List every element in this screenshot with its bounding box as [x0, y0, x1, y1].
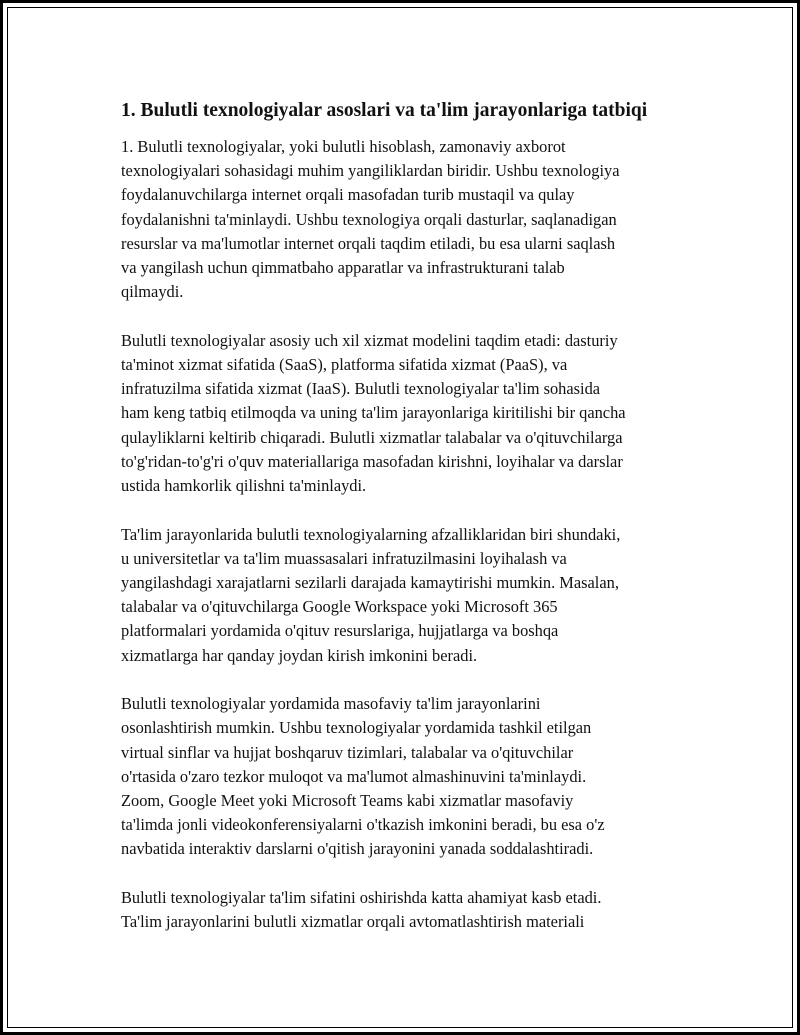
text-line: navbatida interaktiv darslarni o'qitish jarayonini yanada soddalashtiradi. [121, 839, 594, 859]
text-line: ham keng tatbiq etilmoqda va uning ta'lim jarayonlariga kiritilishi bir qancha [121, 403, 626, 423]
text-line: yangilashdagi xarajatlarni sezilarli darajada kamaytirishi mumkin. Masalan, [121, 573, 619, 593]
text-line: talabalar va o'qituvchilarga Google Workspace yoki Microsoft 365 [121, 597, 558, 617]
text-line: ustida hamkorlik qilishni ta'minlaydi. [121, 476, 367, 496]
text-line: osonlashtirish mumkin. Ushbu texnologiyalar yordamida tashkil etilgan [121, 718, 592, 738]
section-heading: 1. Bulutli texnologiyalar asoslari va ta'lim jarayonlariga tatbiqi [121, 100, 648, 121]
text-line: Zoom, Google Meet yoki Microsoft Teams kabi xizmatlar masofaviy [121, 791, 574, 811]
text-line: qulayliklarni keltirib chiqaradi. Bulutli xizmatlar talabalar va o'qituvchilarga [121, 427, 623, 447]
text-line: foydalanishni ta'minlaydi. Ushbu texnologiya orqali dasturlar, saqlanadigan [121, 209, 617, 229]
text-line: Ta'lim jarayonlarida bulutli texnologiyalarning afzalliklaridan biri shundaki, [121, 524, 621, 544]
text-line: 1. Bulutli texnologiyalar, yoki bulutli hisoblash, zamonaviy axborot [121, 137, 566, 156]
text-line: virtual sinflar va hujjat boshqaruv tizimlari, talabalar va o'qituvchilar [121, 742, 574, 762]
text-line: ta'minot xizmat sifatida (SaaS), platforma sifatida xizmat (PaaS), va [121, 355, 568, 375]
text-line: Bulutli texnologiyalar asosiy uch xil xizmat modelini taqdim etadi: dasturiy [121, 330, 618, 350]
text-line: foydalanuvchilarga internet orqali masofadan turib mustaqil va qulay [121, 185, 575, 205]
text-line: to'g'ridan-to'g'ri o'quv materiallariga masofadan kirishni, loyihalar va darslar [121, 451, 623, 471]
text-line: infratuzilma sifatida xizmat (IaaS). Bulutli texnologiyalar ta'lim sohasida [121, 379, 601, 399]
paragraph-5 [121, 886, 701, 934]
text-line: ta'limda jonli videokonferensiyalarni o'tkazish imkonini beradi, bu esa o'z [121, 815, 605, 835]
text-line: texnologiyalari sohasidagi muhim yangiliklardan biridir. Ushbu texnologiya [121, 161, 620, 181]
paragraph-1 [121, 135, 701, 304]
text-line: u universitetlar va ta'lim muassasalari infratuzilmasini loyihalash va [121, 548, 567, 568]
text-line: o'rtasida o'zaro tezkor muloqot va ma'lumot almashinuvini ta'minlaydi. [121, 766, 587, 786]
text-line: Bulutli texnologiyalar yordamida masofaviy ta'lim jarayonlarini [121, 694, 541, 714]
paragraph-2 [121, 329, 701, 498]
text-line: qilmaydi. [121, 282, 184, 302]
text-line: platformalari yordamida o'qituv resurslariga, hujjatlarga va boshqa [121, 621, 559, 641]
text-line: va yangilash uchun qimmatbaho apparatlar va infrastrukturani talab [121, 258, 565, 278]
paragraph-3 [121, 523, 701, 668]
text-line: Ta'lim jarayonlarini bulutli xizmatlar orqali avtomatlashtirish materiali [121, 912, 585, 932]
text-line: xizmatlarga har qanday joydan kirish imkonini beradi. [121, 645, 478, 665]
document-body [121, 98, 701, 959]
paragraph-4 [121, 692, 701, 861]
text-line: Bulutli texnologiyalar ta'lim sifatini oshirishda katta ahamiyat kasb etadi. [121, 888, 602, 908]
text-line: resurslar va ma'lumotlar internet orqali taqdim etiladi, bu esa ularni saqlash [121, 233, 616, 253]
